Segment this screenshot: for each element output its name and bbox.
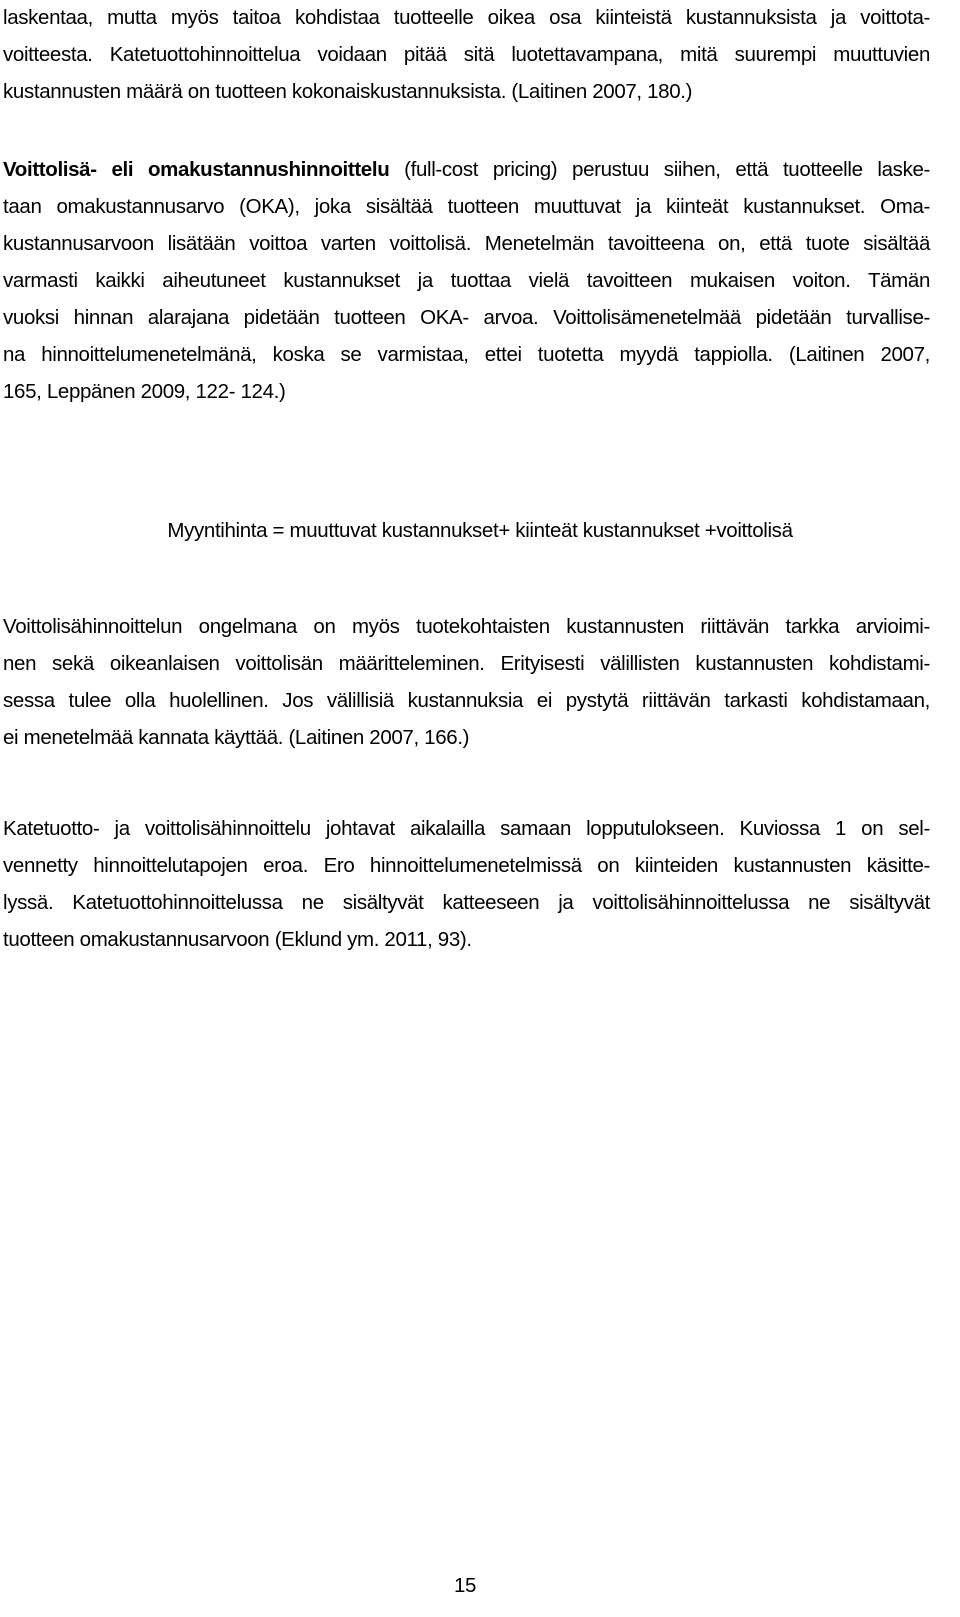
text-line: tuotteen omakustannusarvoon (Eklund ym. 2011, 93). — [3, 928, 472, 951]
text-line: kustannusarvoon lisätään voittoa varten voittolisä. Menetelmän tavoitteena on, että tuote sisältää — [3, 232, 930, 255]
text-line: varmasti kaikki aiheutuneet kustannukset ja tuottaa vielä tavoitteen mukaisen voiton. Tämän — [3, 269, 930, 292]
text-line: nen sekä oikeanlaisen voittolisän määritteleminen. Erityisesti välillisten kustannusten kohdistami- — [3, 652, 930, 675]
paragraph-2 — [3, 151, 930, 410]
text-span: (full-cost pricing) perustuu siihen, että tuotteelle laske- — [389, 158, 930, 181]
text-line — [3, 151, 930, 188]
text-line: ei menetelmää kannata käyttää. (Laitinen 2007, 166.) — [3, 726, 470, 749]
text-line: voitteesta. Katetuottohinnoittelua voidaan pitää sitä luotettavampana, mitä suurempi muuttuvien — [3, 43, 930, 66]
text-line: kustannusten määrä on tuotteen kokonaiskustannuksista. (Laitinen 2007, 180.) — [3, 80, 693, 103]
text-line: vuoksi hinnan alarajana pidetään tuotteen OKA- arvoa. Voittolisämenetelmää pidetään turvallise- — [3, 306, 930, 329]
text-line: 165, Leppänen 2009, 122- 124.) — [3, 380, 286, 403]
text-line: taan omakustannusarvo (OKA), joka sisältää tuotteen muuttuvat ja kiinteät kustannukset. Oma- — [3, 195, 930, 218]
text-line: na hinnoittelumenetelmänä, koska se varmistaa, ettei tuotetta myydä tappiolla. (Laitinen 2007, — [3, 343, 930, 366]
text-line: vennetty hinnoittelutapojen eroa. Ero hinnoittelumenetelmissä on kiinteiden kustannusten käsitte- — [3, 854, 930, 877]
text-line: lyssä. Katetuottohinnoittelussa ne sisältyvät katteeseen ja voittolisähinnoittelussa ne sisältyvät — [3, 891, 930, 914]
paragraph-3 — [3, 608, 930, 756]
text-line: Voittolisähinnoittelun ongelmana on myös tuotekohtaisten kustannusten riittävän tarkka arvioimi- — [3, 615, 930, 638]
text-line: laskentaa, mutta myös taitoa kohdistaa tuotteelle oikea osa kiinteistä kustannuksista ja voittota- — [3, 6, 930, 29]
bold-term: Voittolisä- eli omakustannushinnoittelu — [3, 158, 390, 181]
text-line: Katetuotto- ja voittolisähinnoittelu johtavat aikalailla samaan lopputulokseen. Kuviossa 1 on sel- — [3, 817, 930, 840]
page-number: 15 — [453, 1574, 477, 1597]
formula: Myyntihinta = muuttuvat kustannukset+ kiinteät kustannukset +voittolisä — [167, 519, 793, 542]
paragraph-4 — [3, 810, 930, 958]
paragraph-1 — [3, 0, 930, 110]
text-line: sessa tulee olla huolellinen. Jos välillisiä kustannuksia ei pystytä riittävän tarkasti kohdistamaan, — [3, 689, 930, 712]
